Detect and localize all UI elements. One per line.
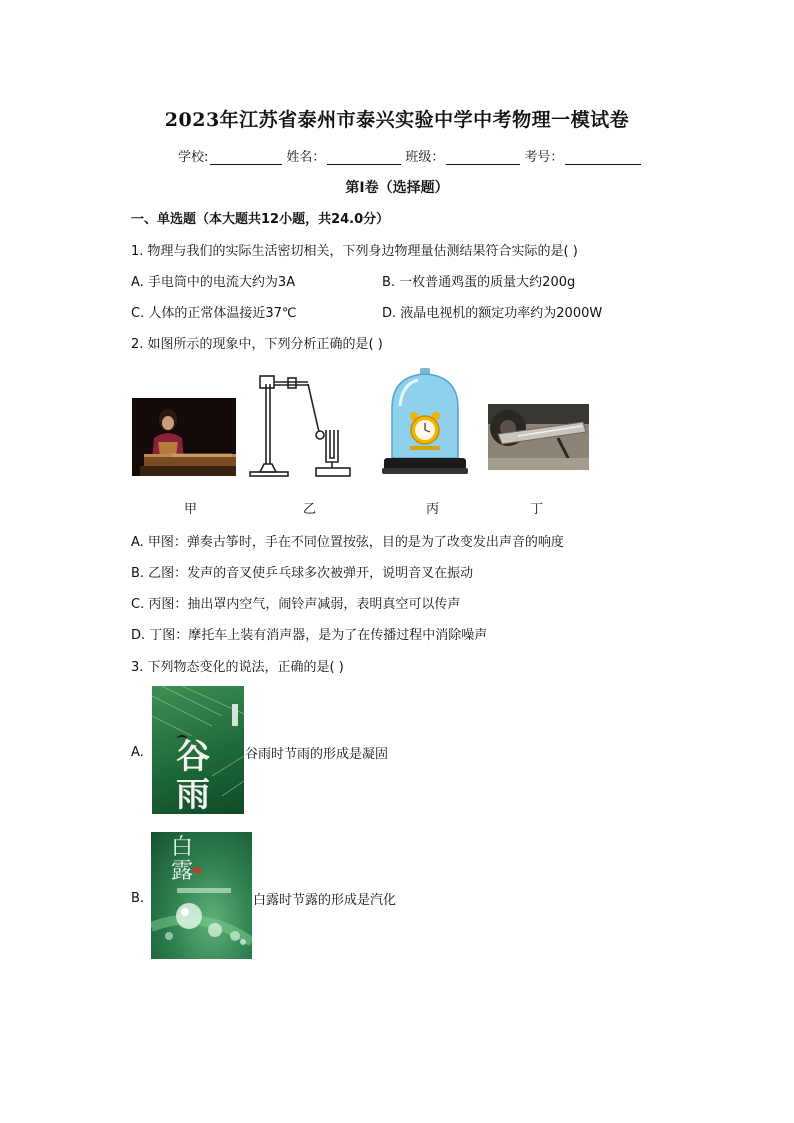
- muffler-photo: [488, 404, 589, 470]
- q1-option-d: D. 液晶电视机的额定功率约为2000W: [382, 306, 603, 321]
- q3-option-a-label: A.: [131, 745, 144, 760]
- q1-stem: 1. 物理与我们的实际生活密切相关，下列身边物理量估测结果符合实际的是( ): [131, 244, 578, 259]
- bailu-poster-text: 白露: [171, 835, 194, 884]
- student-info-row: [178, 146, 645, 165]
- caption-jia: 甲: [184, 502, 198, 517]
- q3-option-b-text: 白露时节露的形成是汽化: [253, 893, 397, 908]
- bailu-poster: [151, 832, 252, 959]
- section-title: 第I卷（选择题）: [345, 180, 449, 196]
- q1-option-a: A. 手电筒中的电流大约为3A: [131, 275, 296, 290]
- exam-number-label: 考号：: [524, 150, 564, 165]
- caption-bing: 丙: [426, 502, 440, 517]
- q1-option-b: B. 一枚普通鸡蛋的质量大约200g: [382, 275, 576, 290]
- section-heading: 一、单选题（本大题共12小题，共24.0分）: [131, 212, 390, 227]
- class-blank[interactable]: [446, 150, 520, 165]
- q2-option-d: D. 丁图：摩托车上装有消声器，是为了在传播过程中消除噪声: [131, 628, 488, 643]
- q3-option-b-label: B.: [131, 891, 145, 906]
- page-title: 2023年江苏省泰州市泰兴实验中学中考物理一模试卷: [164, 109, 630, 131]
- q3-stem: 3. 下列物态变化的说法，正确的是( ): [131, 660, 344, 675]
- exam-number-blank[interactable]: [565, 150, 641, 165]
- caption-ding: 丁: [530, 502, 544, 517]
- caption-yi: 乙: [303, 502, 317, 517]
- q3-option-a-text: 谷雨时节雨的形成是凝固: [245, 747, 389, 762]
- q1-option-c: C. 人体的正常体温接近37℃: [131, 306, 297, 321]
- tuning-fork-diagram: [246, 372, 358, 480]
- guyu-poster: [152, 686, 244, 814]
- guyu-poster-text: 谷雨: [176, 737, 210, 814]
- q2-option-b: B. 乙图：发声的音叉使乒乓球多次被弹开，说明音叉在振动: [131, 566, 474, 581]
- name-blank[interactable]: [327, 150, 401, 165]
- bell-jar-photo: [382, 366, 468, 478]
- q2-option-c: C. 丙图：抽出罩内空气，闹铃声减弱，表明真空可以传声: [131, 597, 461, 612]
- name-label: 姓名：: [286, 150, 326, 165]
- school-label: 学校:: [178, 150, 209, 165]
- q2-stem: 2. 如图所示的现象中，下列分析正确的是( ): [131, 337, 383, 352]
- q2-option-a: A. 甲图：弹奏古筝时，手在不同位置按弦，目的是为了改变发出声音的响度: [131, 535, 564, 550]
- guzheng-photo: [132, 398, 236, 476]
- school-blank[interactable]: [210, 150, 282, 165]
- class-label: 班级：: [405, 150, 445, 165]
